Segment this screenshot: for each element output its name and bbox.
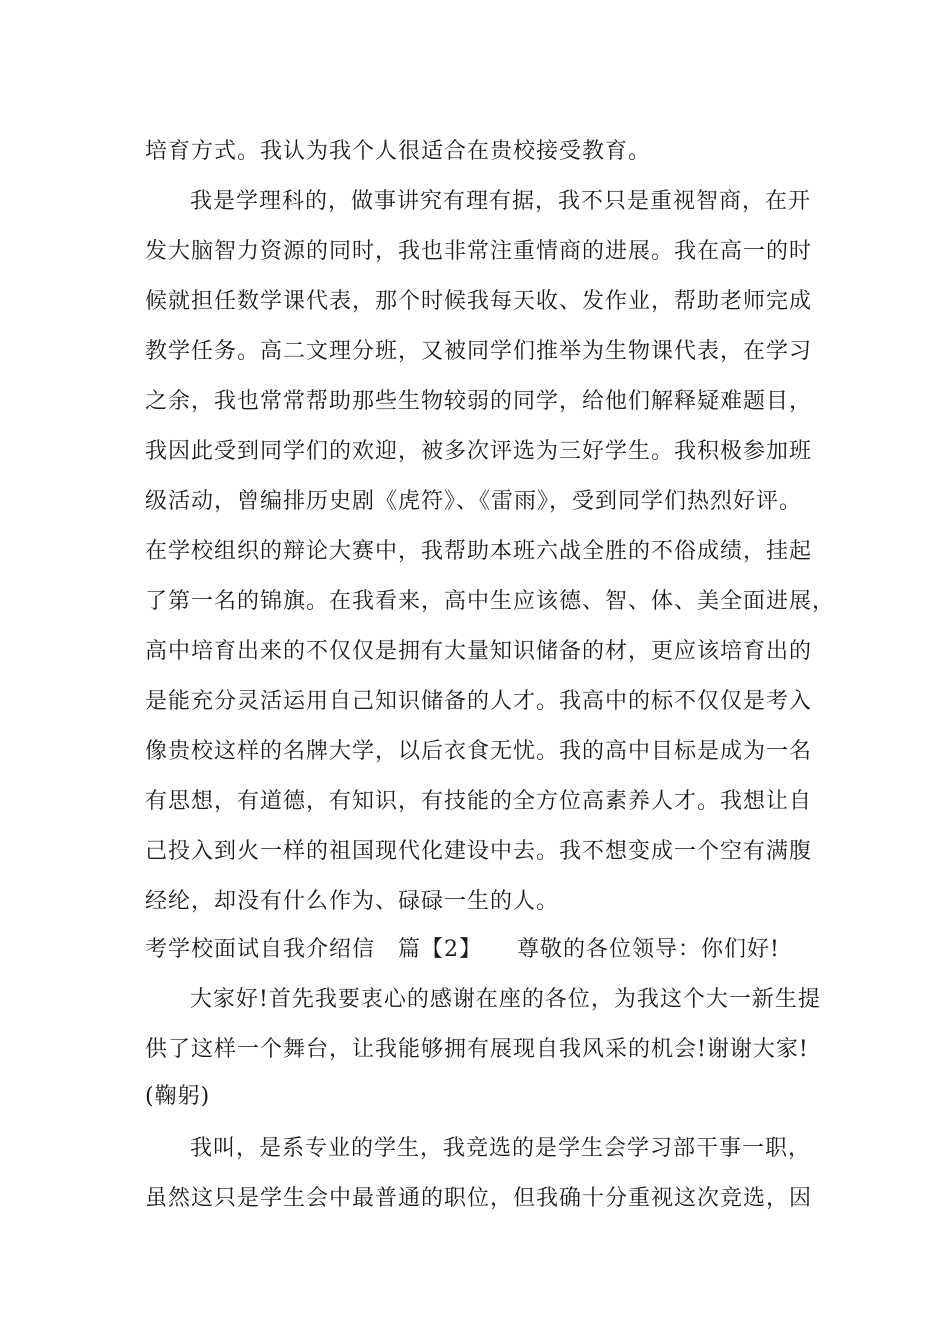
paragraph-first-line: 我叫，是系专业的学生，我竞选的是学生会学习部干事一职， <box>190 1136 812 1161</box>
text-line: 经纶，却没有什么作为、碌碌一生的人。 <box>145 889 560 914</box>
text-line: 发大脑智力资源的同时，我也非常注重情商的进展。我在高一的时 <box>145 239 813 264</box>
text-line: 教学任务。高二文理分班，又被同学们推举为生物课代表，在学习 <box>145 339 813 364</box>
text-line: 像贵校这样的名牌大学，以后衣食无忧。我的高中目标是成为一名 <box>145 739 813 764</box>
text-line: 候就担任数学课代表，那个时候我每天收、发作业，帮助老师完成 <box>145 289 813 314</box>
text-line: 了第一名的锦旗。在我看来，高中生应该德、智、体、美全面进展， <box>145 589 836 614</box>
paragraph-first-line: 我是学理科的，做事讲究有理有据，我不只是重视智商，在开 <box>190 189 812 214</box>
text-line: 己投入到火一样的祖国现代化建设中去。我不想变成一个空有满腹 <box>145 839 813 864</box>
text-line: 之余，我也常常帮助那些生物较弱的同学，给他们解释疑难题目， <box>145 389 813 414</box>
text-line: 高中培育出来的不仅仅是拥有大量知识储备的材，更应该培育出的 <box>145 639 813 664</box>
text-line: 是能充分灵活运用自己知识储备的人才。我高中的标不仅仅是考入 <box>145 689 813 714</box>
text-line: 虽然这只是学生会中最普通的职位，但我确十分重视这次竞选，因 <box>145 1186 813 1211</box>
text-line: 培育方式。我认为我个人很适合在贵校接受教育。 <box>145 139 652 164</box>
text-line: 在学校组织的辩论大赛中，我帮助本班六战全胜的不俗成绩，挂起 <box>145 539 813 564</box>
paragraph-first-line: 大家好!首先我要衷心的感谢在座的各位，为我这个大一新生提 <box>190 987 821 1012</box>
text-line: 供了这样一个舞台，让我能够拥有展现自我风采的机会!谢谢大家! <box>145 1037 809 1062</box>
text-line: (鞠躬) <box>145 1084 211 1109</box>
text-line: 级活动，曾编排历史剧《虎符》、《雷雨》，受到同学们热烈好评。 <box>145 489 803 514</box>
text-line: 有思想，有道德，有知识，有技能的全方位高素养人才。我想让自 <box>145 789 813 814</box>
section-heading: 考学校面试自我介绍信 篇【2】 尊敬的各位领导：你们好! <box>145 937 780 962</box>
text-line: 我因此受到同学们的欢迎，被多次评选为三好学生。我积极参加班 <box>145 439 813 464</box>
